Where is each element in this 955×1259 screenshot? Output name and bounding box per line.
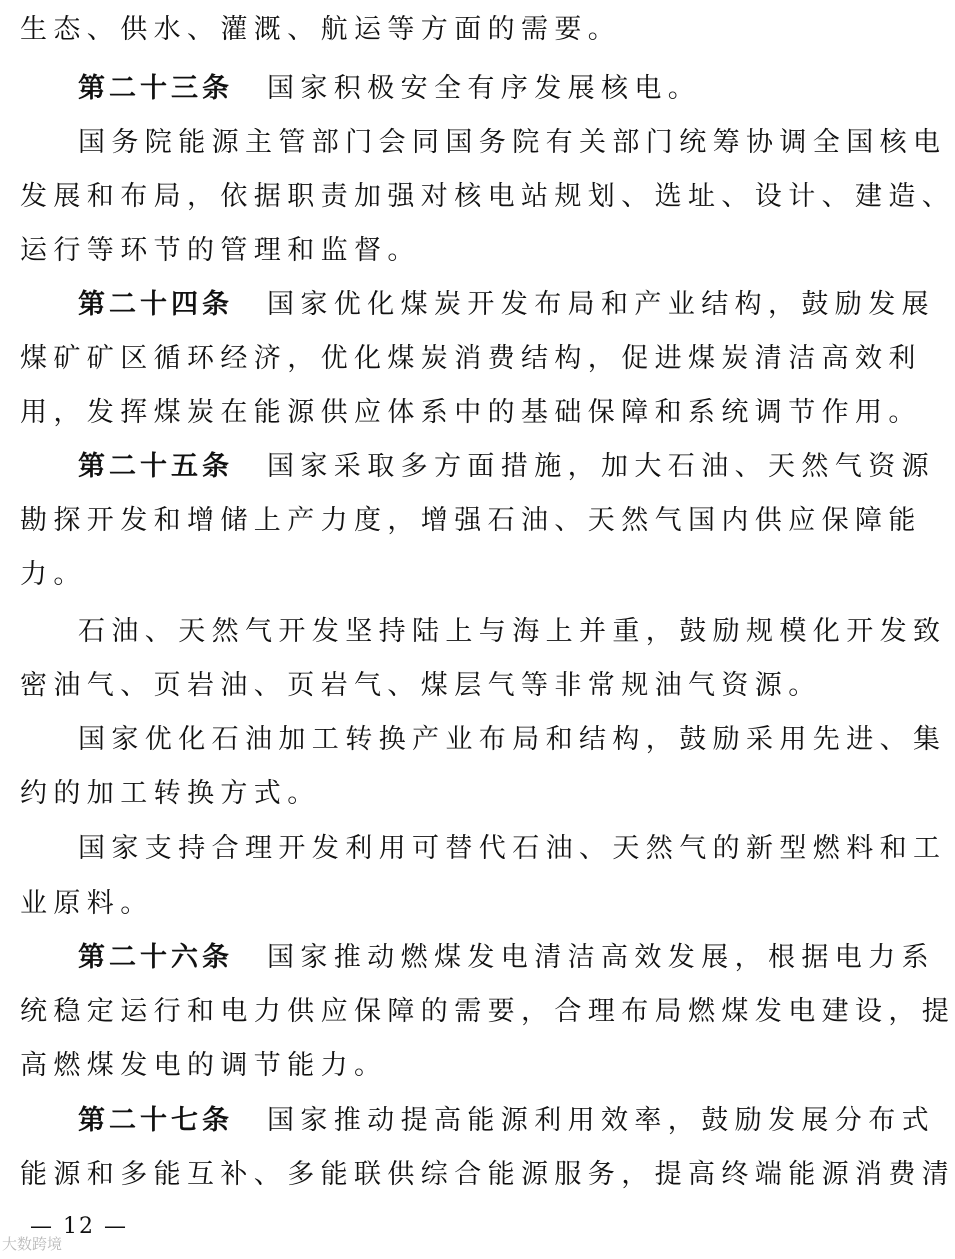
article-number: 第二十六条 [78, 942, 233, 973]
article-heading-line: 第二十六条 国家推动燃煤发电清洁高效发展，根据电力系 [78, 942, 935, 973]
text-line: 能源和多能互补、多能联供综合能源服务，提高终端能源消费清 [20, 1159, 955, 1190]
text-line: 生态、供水、灌溉、航运等方面的需要。 [20, 14, 622, 45]
text-line: 密油气、页岩油、页岩气、煤层气等非常规油气资源。 [20, 670, 822, 701]
text-line: 统稳定运行和电力供应保障的需要，合理布局燃煤发电建设，提 [20, 996, 955, 1027]
article-heading-line: 第二十三条 国家积极安全有序发展核电。 [78, 73, 702, 104]
article-number: 第二十五条 [78, 451, 233, 482]
watermark: 大数跨境 [2, 1235, 63, 1253]
text-line: 发展和布局，依据职责加强对核电站规划、选址、设计、建造、 [20, 181, 955, 212]
text-line: 国务院能源主管部门会同国务院有关部门统筹协调全国核电 [78, 127, 947, 158]
text-line: 煤矿矿区循环经济，优化煤炭消费结构，促进煤炭清洁高效利 [20, 343, 922, 374]
article-number: 第二十四条 [78, 289, 233, 320]
text-line: 石油、天然气开发坚持陆上与海上并重，鼓励规模化开发致 [78, 616, 947, 647]
text-line: 国家支持合理开发利用可替代石油、天然气的新型燃料和工 [78, 833, 947, 864]
text-line: 运行等环节的管理和监督。 [20, 235, 421, 266]
article-heading-line: 第二十五条 国家采取多方面措施，加大石油、天然气资源 [78, 451, 935, 482]
page-number: — 12 — [30, 1214, 128, 1239]
text-line: 业原料。 [20, 888, 154, 919]
article-heading-line: 第二十七条 国家推动提高能源利用效率，鼓励发展分布式 [78, 1105, 935, 1136]
text-line: 用，发挥煤炭在能源供应体系中的基础保障和系统调节作用。 [20, 397, 922, 428]
article-number: 第二十七条 [78, 1105, 233, 1136]
text-line: 力。 [20, 559, 87, 590]
article-heading-line: 第二十四条 国家优化煤炭开发布局和产业结构，鼓励发展 [78, 289, 935, 320]
text-line: 勘探开发和增储上产力度，增强石油、天然气国内供应保障能 [20, 505, 922, 536]
text-line: 约的加工转换方式。 [20, 778, 321, 809]
text-line: 高燃煤发电的调节能力。 [20, 1050, 388, 1081]
article-number: 第二十三条 [78, 73, 233, 104]
text-line: 国家优化石油加工转换产业布局和结构，鼓励采用先进、集 [78, 724, 947, 755]
